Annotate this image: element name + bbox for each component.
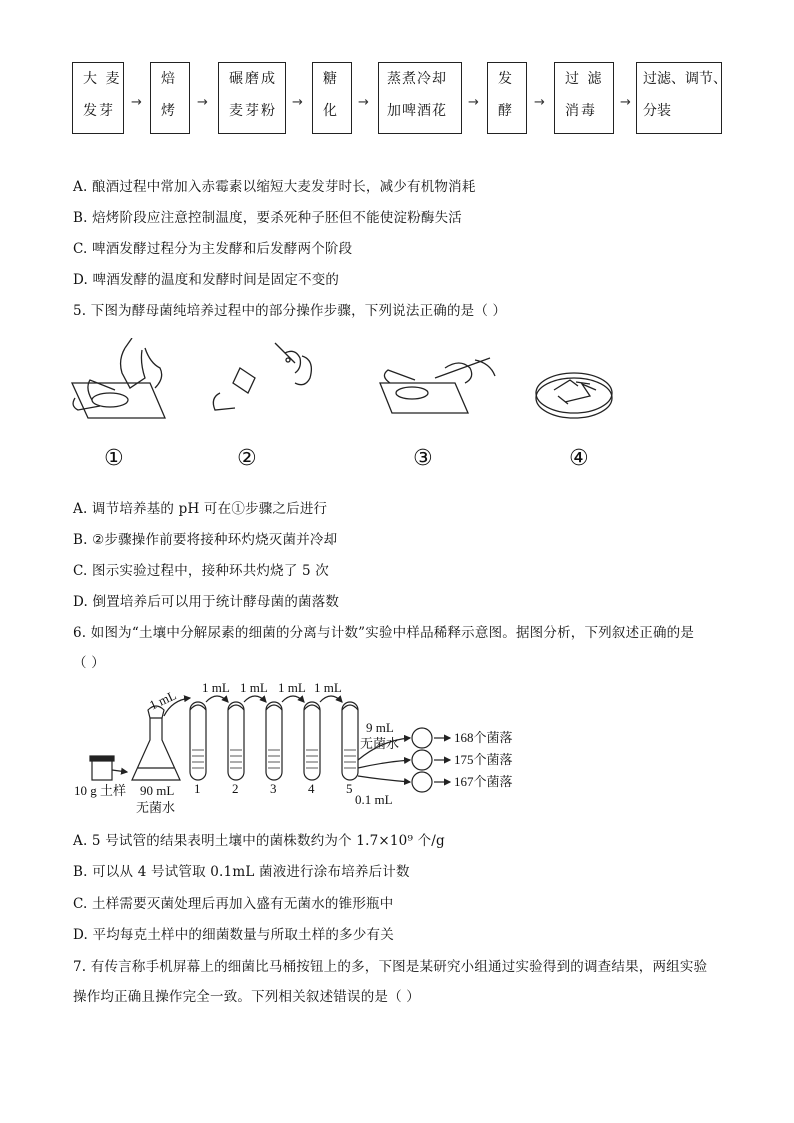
transfer-label-4: 1 mL: [278, 680, 306, 695]
tube-number-1: 1: [194, 781, 201, 796]
colony-count-1: 168个菌落: [454, 730, 513, 745]
flow-step-2-line1: 焙: [161, 71, 177, 87]
plate-2: [412, 750, 432, 770]
flow-step-6-line1: 发: [498, 71, 514, 87]
tube-number-2: 2: [232, 781, 239, 796]
streak-plate-illustration: [536, 373, 612, 418]
flow-arrow: →: [358, 95, 369, 110]
q6-option-d: D. 平均每克土样中的细菌数量与所取土样的多少有关: [73, 927, 394, 943]
inoculating-loop-illustration: [213, 343, 311, 410]
transfer-label-1: 1 mL: [146, 687, 179, 713]
soil-label: 10 g 土样: [74, 783, 127, 798]
q4-option-d: D. 啤酒发酵的温度和发酵时间是固定不变的: [73, 272, 340, 288]
flow-arrow: →: [197, 95, 208, 110]
flow-arrow: →: [468, 95, 479, 110]
flow-step-5: [378, 62, 462, 134]
q6-option-b: B. 可以从 4 号试管取 0.1mL 菌液进行涂布培养后计数: [73, 864, 410, 880]
flow-step-7: [554, 62, 614, 134]
q6-stem-line1: 6. 如图为“土壤中分解尿素的细菌的分离与计数”实验中样品稀释示意图。据图分析，下列叙述正确的是: [73, 625, 695, 641]
plate-1: [412, 728, 432, 748]
water-volume-label: 9 mL: [366, 720, 394, 735]
flow-step-1: [72, 62, 124, 134]
flow-step-4-line1: 糖: [323, 71, 339, 87]
step-label-4: ④: [569, 446, 589, 471]
transfer-label-2: 1 mL: [202, 680, 230, 695]
q7-stem-line1: 7. 有传言称手机屏幕上的细菌比马桶按钮上的多，下图是某研究小组通过实验得到的调查结果，两组实验: [73, 959, 708, 975]
plate-3: [412, 772, 432, 792]
water-label: 无菌水: [360, 736, 400, 751]
flow-step-2-line2: 烤: [161, 103, 177, 119]
q6-option-c: C. 土样需要灭菌处理后再加入盛有无菌水的锥形瓶中: [73, 896, 394, 912]
flask-volume-label: 90 mL: [140, 783, 175, 798]
flow-step-1-line2: 发芽: [83, 103, 115, 119]
flow-step-5-line1: 蒸煮冷却: [387, 71, 447, 87]
flow-step-8: [636, 62, 727, 134]
q5-figure: [70, 338, 630, 448]
flow-arrow: →: [292, 95, 303, 110]
q4-option-c: C. 啤酒发酵过程分为主发酵和后发酵两个阶段: [73, 241, 353, 257]
flask-water-label: 无菌水: [136, 800, 176, 815]
q6-option-a: A. 5 号试管的结果表明土壤中的菌株数约为个 1.7×10⁹ 个/g: [73, 833, 445, 849]
dilution-figure: [72, 680, 542, 820]
flow-step-6-line2: 酵: [498, 103, 514, 119]
flow-arrow: →: [131, 95, 142, 110]
q4-option-b: B. 焙烤阶段应注意控制温度，要杀死种子胚但不能使淀粉酶失活: [73, 210, 463, 226]
pouring-medium-illustration: [72, 338, 165, 418]
flow-step-7-line2: 消毒: [565, 103, 597, 119]
q5-stem: 5. 下图为酵母菌纯培养过程中的部分操作步骤，下列说法正确的是（ ）: [73, 303, 507, 319]
soil-beaker: [92, 760, 112, 780]
transfer-label-3: 1 mL: [240, 680, 268, 695]
flow-step-4: [312, 62, 352, 134]
q7-stem-line2: 操作均正确且操作完全一致。下列相关叙述错误的是（ ）: [73, 989, 420, 1005]
flow-step-3-line2: 麦芽粉: [229, 103, 277, 119]
tube-number-3: 3: [270, 781, 277, 796]
flow-step-3-line1: 碾磨成: [229, 71, 277, 87]
q5-option-d: D. 倒置培养后可以用于统计酵母菌的菌落数: [73, 594, 340, 610]
q6-stem-line2: （ ）: [73, 655, 105, 671]
flow-step-4-line2: 化: [323, 103, 339, 119]
flow-step-2: [150, 62, 190, 134]
step-label-1: ①: [104, 446, 124, 471]
q5-option-a: A. 调节培养基的 pH 可在①步骤之后进行: [73, 501, 328, 517]
plate-volume-label: 0.1 mL: [355, 792, 393, 807]
flow-step-6: [487, 62, 527, 134]
flow-step-1-line1: 大 麦: [83, 71, 122, 87]
flow-step-3: [218, 62, 286, 134]
tube-number-4: 4: [308, 781, 315, 796]
flow-arrow: →: [620, 95, 631, 110]
conical-flask: [132, 718, 180, 780]
flow-step-8-line1: 过滤、调节、: [643, 71, 727, 87]
flow-step-8-line2: 分装: [643, 103, 671, 119]
flow-step-7-line1: 过 滤: [565, 71, 604, 87]
streaking-illustration: [380, 358, 495, 413]
flow-arrow: →: [534, 95, 545, 110]
step-label-3: ③: [413, 446, 433, 471]
transfer-label-5: 1 mL: [314, 680, 342, 695]
q4-option-a: A. 酿酒过程中常加入赤霉素以缩短大麦发芽时长，减少有机物消耗: [73, 179, 476, 195]
q5-option-c: C. 图示实验过程中，接种环共灼烧了 5 次: [73, 563, 330, 579]
colony-count-2: 175个菌落: [454, 752, 513, 767]
colony-count-3: 167个菌落: [454, 774, 513, 789]
step-label-2: ②: [237, 446, 257, 471]
flow-step-5-line2: 加啤酒花: [387, 103, 447, 119]
q5-option-b: B. ②步骤操作前要将接种环灼烧灭菌并冷却: [73, 532, 338, 548]
tube-number-5: 5: [346, 781, 353, 796]
